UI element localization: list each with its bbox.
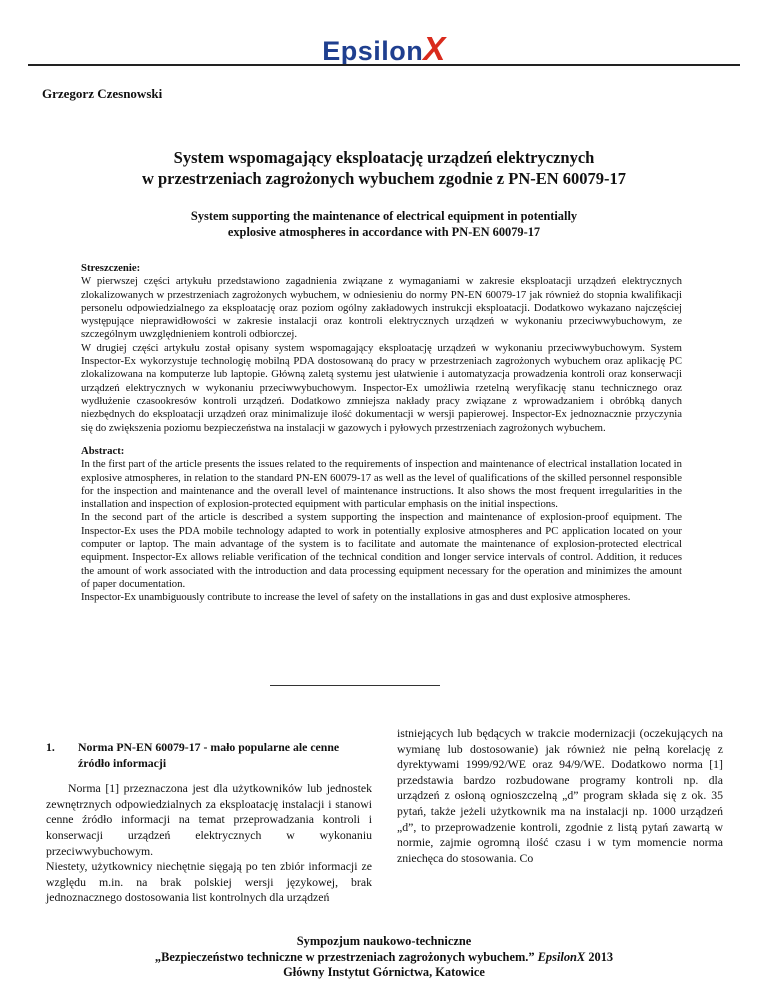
paper-title [60,147,708,189]
section-1-paragraph-1: Norma [1] przeznaczona jest dla użytkowników lub jednostek zewnętrznych odpowiedzialnych za eksploatację instalacji i stanowi cenne źródło informacji na temat przeprowadzania kontroli i konserwacji urządzeń elektrycznych w wykonaniu przeciwwybuchowym. [46,781,372,858]
section-1-title: Norma PN-EN 60079-17 - mało popularne ale cenne źródło informacji [78,740,340,770]
footer-line-2 [0,950,768,966]
header-rule [28,64,740,66]
footer-symposium-title: „Bezpieczeństwo techniczne w przestrzeniach zagrożonych wybuchem.” [154,949,535,964]
abstract-pl-paragraph-1: W pierwszej części artykułu przedstawiono zagadnienia związane z wymaganiami w zakresie eksploatacji urządzeń elektrycznych zlokalizowanych w przestrzeniach zagrożonych wybuchem, w odniesieniu do normy PN-EN 60079-17 jak również do stopnia kwalifikacji personelu odpowiedzialnego za eksploatację oraz poziom ogólny zakładowych instrukcji eksploatacji. Dodatkowo wykazano najczęściej występujące nieprawidłowości w zakresie instalacji oraz kontroli elektrycznych urządzeń w wykonaniu przeciwwybuchowym, ze szczególnym uwzględnieniem kontroli odbiorczej. [81,275,682,341]
left-column [46,740,372,906]
author-name: Grzegorz Czesnowski [42,86,163,101]
abstract-en-paragraph-1: In the first part of the article presents the issues related to the requirements of inspection and maintenance of electrical installation located in explosive atmospheres, in relation to the standard PN-EN 60079-17 as well as the level of qualifications of the skilled personnel responsible for the inspection and maintenance and the overall level of maintenance instructions. It also shows the most frequent irregularities in the installation and inspection of explosion-protected equipment with particular emphasis on the initial inspections. [81,458,682,511]
abstract-pl-paragraph-2: W drugiej części artykułu został opisany system wspomagający eksploatację urządzeń w wykonaniu przeciwwybuchowym. System Inspector-Ex wykorzystuje technologię mobilną PDA dostosowaną do pracy w przestrzeniach zagrożonych wybuchem oraz aplikację PC zlokalizowana na komputerze lub laptopie. Główną zaletą systemu jest ułatwienie i automatyzacja prowadzenia kontroli oraz konserwacji urządzeń elektrycznych w wykonaniu przeciwwybuchowym. Inspector-Ex umożliwia rzetelną weryfikację stanu technicznego oraz wydłużenie czasookresów kontroli urządzeń. Dodatkowo zmniejsza nakłady pracy związane z wprowadzaniem i obróbką danych niezbędnych do eksploatacji urządzeń oraz minimalizuje ilość dokumentacji w wersji papierowej. Inspector-Ex jednoznacznie przyczynia się do zwiększenia poziomu bezpieczeństwa na instalacji w gazowych i pyłowych przestrzeniach zagrożonych wybuchem. [81,341,682,434]
abstract-english [81,445,682,605]
right-column [397,726,723,866]
abstract-en-paragraph-2: In the second part of the article is described a system supporting the inspection and maintenance of explosion-proof equipment. The Inspector-Ex uses the PDA mobile technology adapted to work in potentially explosive atmospheres and PC application located on your computer or laptop. The main advantage of the system is to facilitate and automate the maintenance of explosion-protected electrical equipment. Inspector-Ex allows reliable verification of the technical condition and longer service intervals of control. Addition, it reduces the amount of work associated with the introduction and data processing equipment necessary for the operation and minimizes the amount of paper documentation. [81,511,682,590]
section-1-heading [46,740,372,771]
epsilonx-logo [0,30,768,68]
paper-subtitle [140,208,628,240]
subtitle-line-2: explosive atmospheres in accordance with PN-EN 60079-17 [227,225,541,239]
abstract-en-paragraph-3: Inspector-Ex unambiguously contribute to increase the level of safety on the installations in gas and dust explosive atmospheres. [81,591,631,604]
section-1-paragraph-2: Niestety, użytkownicy niechętnie sięgają po ten zbiór informacji ze względu m.in. na brak polskiej wersji językowej, brak jednoznacznego dostosowania list kontrolnych dla urządzeń [46,859,372,905]
subtitle-line-1: System supporting the maintenance of electrical equipment in potentially [190,209,578,223]
footer-line-1: Sympozjum naukowo-techniczne [296,934,472,948]
section-1-number: 1. [46,740,55,754]
title-line-1: System wspomagający eksploatację urządzeń elektrycznych [173,148,595,167]
title-line-2: w przestrzeniach zagrożonych wybuchem zgodnie z PN-EN 60079-17 [141,169,627,188]
footer-epsilonx: EpsilonX [537,949,586,964]
abstract-en-heading: Abstract: [81,445,125,457]
section-1-paragraph-2-continued: istniejących lub będących w trakcie modernizacji (oczekujących na wymianę lub dostosowanie) jak również nie pełną korelację z dyrektywami 1999/92/WE oraz 94/9/WE. Dodatkowo norma [1] przedstawia bardzo rozbudowane programy kontroli np. dla urządzeń z osłoną ognioszczelną „d” program składa się z ok. 35 pytań, także jeżeli użytkownik ma na instalacji np. 1000 urządzeń „d”, to przeprowadzenie kontroli, zgodnie z listą pytań zawartą w normie, zajmie ogromną ilość czasu i w tym momencie norma zniechęca do stosowania. Co [397,726,723,865]
section-separator [270,685,440,686]
footer-year: 2013 [588,949,614,964]
page-footer [0,934,768,981]
logo-word: Epsilon [322,36,424,66]
abstract-polish [81,262,682,435]
logo-x: X [423,30,446,67]
abstract-pl-heading: Streszczenie: [81,262,141,274]
footer-line-3: Główny Instytut Górnictwa, Katowice [283,965,485,979]
